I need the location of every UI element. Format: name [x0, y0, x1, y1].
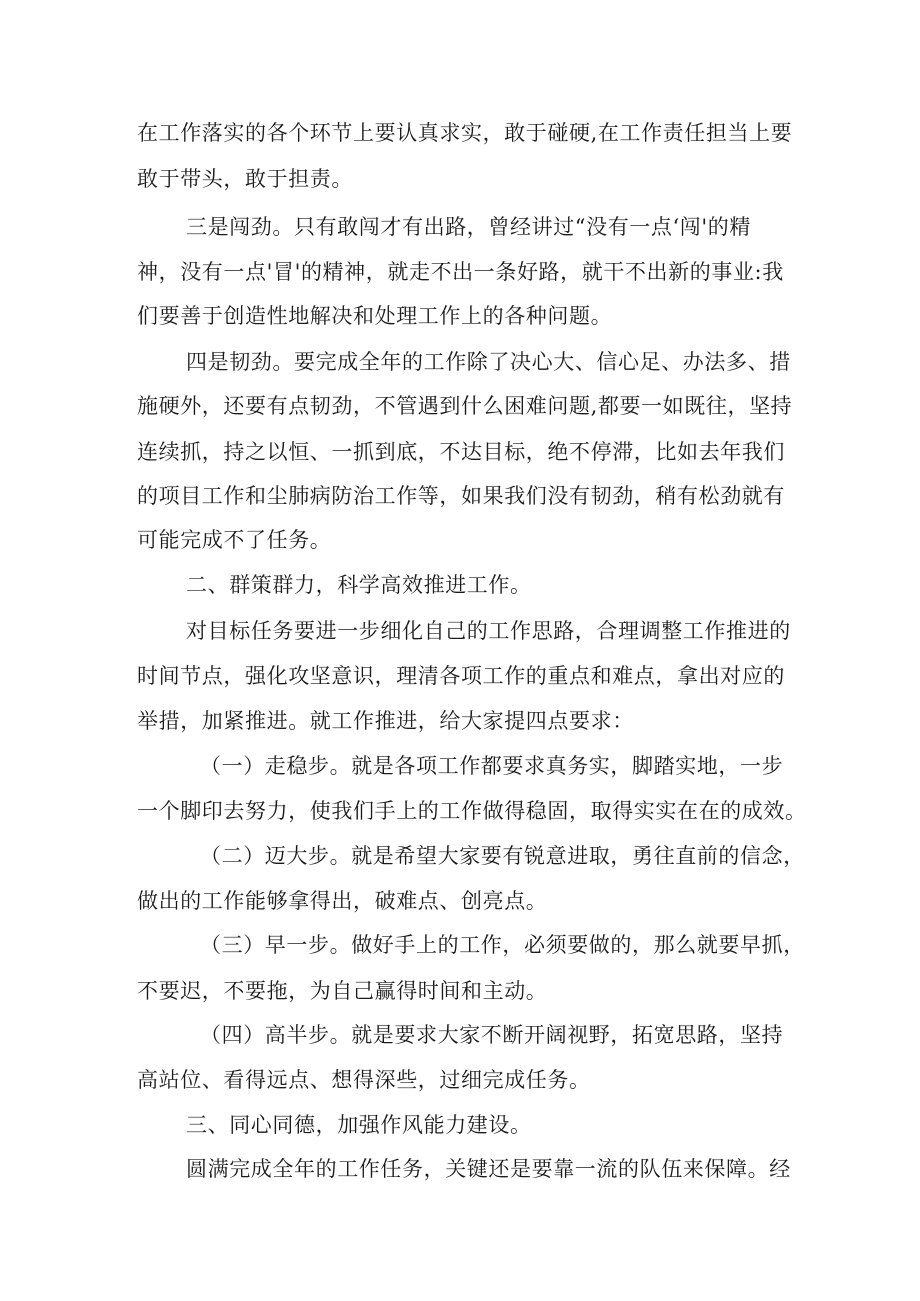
section-heading: 三、同心同德，加强作风能力建设。 — [186, 1113, 532, 1137]
text-line: 圆满完成全年的工作任务，关键还是要靠一流的队伍来保障。经 — [186, 1157, 791, 1181]
text-line: 可能完成不了任务。 — [137, 528, 332, 552]
text-line: 们要善于创造性地解决和处理工作上的各种问题。 — [137, 304, 613, 328]
text-line: 时间节点，强化攻坚意识，理清各项工作的重点和难点，拿出对应的 — [137, 664, 785, 688]
text-line: （二）迈大步。就是希望大家要有锐意进取，勇往直前的信念， — [200, 844, 805, 868]
text-line: 施硬外，还要有点韧劲，不管遇到什么困难问题,都要一如既往，坚持 — [137, 394, 793, 418]
text-line: （三）早一步。做好手上的工作，必须要做的，那么就要早抓， — [200, 933, 805, 957]
text-line: 不要迟，不要拖，为自己赢得时间和主动。 — [137, 979, 548, 1003]
text-line: 敢于带头，敢于担责。 — [137, 167, 353, 191]
text-line: 做出的工作能够拿得出，破难点、创亮点。 — [137, 889, 548, 913]
text-line: 在工作落实的各个环节上要认真求实，敢于碰硬,在工作责任担当上要 — [137, 121, 793, 145]
text-line: 对目标任务要进一步细化自己的工作思路，合理调整工作推进的 — [186, 619, 791, 643]
text-line: 神，没有一点'冒'的精神，就走不出一条好路，就干不出新的事业:我 — [137, 260, 784, 284]
section-heading: 二、群策群力，科学高效推进工作。 — [186, 573, 532, 597]
text-line: 一个脚印去努力，使我们手上的工作做得稳固，取得实实在在的成效。 — [137, 799, 807, 823]
text-line: 的项目工作和尘肺病防治工作等，如果我们没有韧劲，稍有松劲就有 — [137, 484, 785, 508]
text-line: （四）高半步。就是要求大家不断开阔视野，拓宽思路，坚持 — [200, 1023, 784, 1047]
text-line: 举措，加紧推进。就工作推进，给大家提四点要求： — [137, 709, 634, 733]
text-line: 三是闯劲。只有敢闯才有出路，曾经讲过“没有一点‘闯'的精 — [186, 215, 751, 239]
text-line: （一）走稳步。就是各项工作都要求真务实，脚踏实地，一步 — [200, 754, 784, 778]
text-line: 连续抓，持之以恒、一抓到底，不达目标，绝不停滞，比如去年我们 — [137, 440, 785, 464]
text-line: 四是韧劲。要完成全年的工作除了决心大、信心足、办法多、措 — [186, 350, 791, 374]
text-line: 高站位、看得远点、想得深些，过细完成任务。 — [137, 1068, 591, 1092]
